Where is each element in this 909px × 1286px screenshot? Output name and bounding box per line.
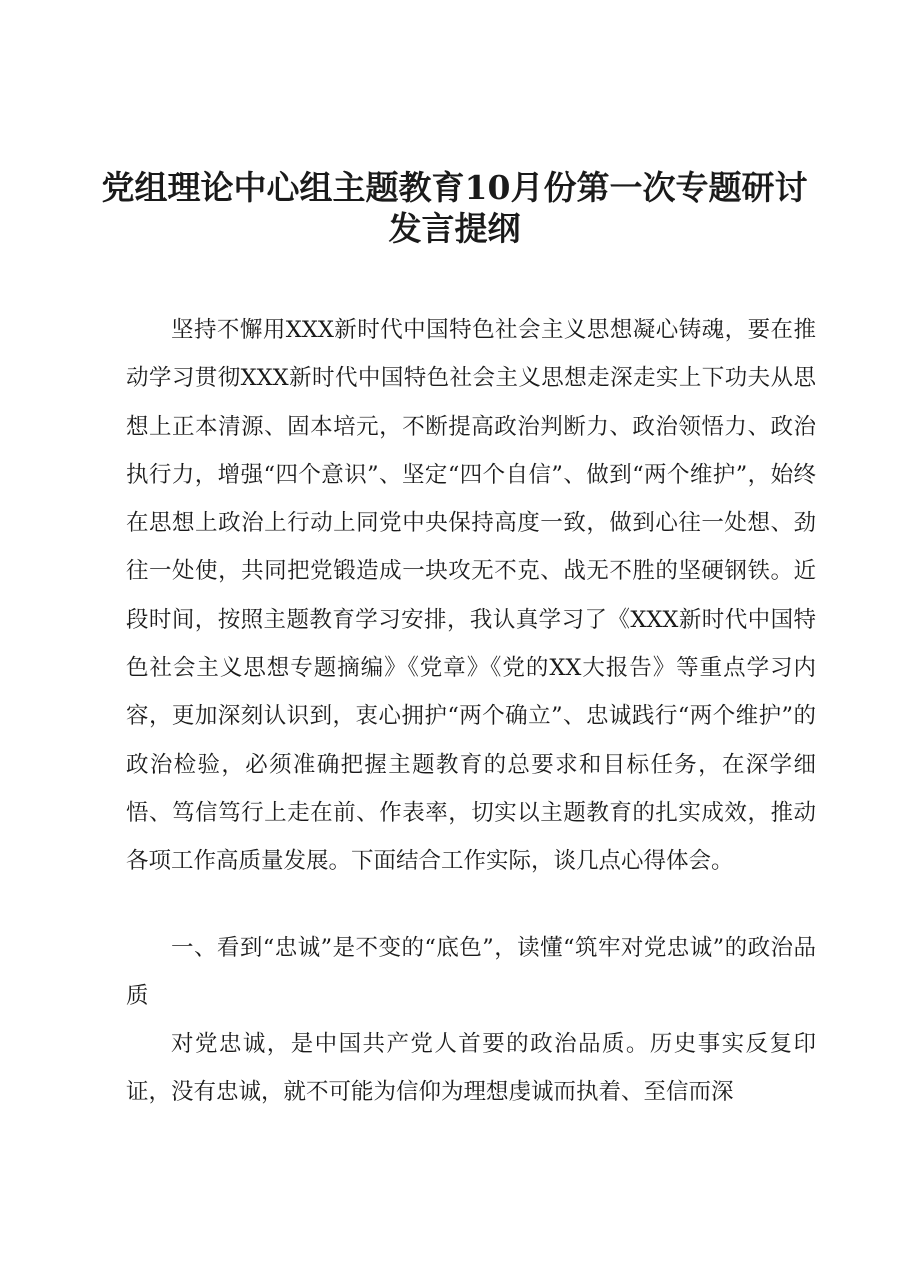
paragraph-loyalty: 对党忠诚，是中国共产党人首要的政治品质。历史事实反复印证，没有忠诚，就不可能为信仰为理想虔诚而执着、至信而深: [126, 1031, 816, 1106]
document-title-line-2: 发言提纲: [388, 209, 521, 248]
section-heading-1: 一、看到“忠诚”是不变的“底色”，读懂“筑牢对党忠诚”的政治品质: [126, 935, 816, 1010]
document-title-line-1: 党组理论中心组主题教育10月份第一次专题研讨: [101, 168, 808, 207]
paragraph-intro: 坚持不懈用XXX新时代中国特色社会主义思想凝心铸魂，要在推动学习贯彻XXX新时代中国特色社会主义思想走深走实上下功夫从思想上正本清源、固本培元，不断提高政治判断力、政治领悟力、政治执行力，增强“四个意识”、坚定“四个自信”、做到“两个维护”，始终在思想上政治上行动上同党中央保持高度一致，做到心往一处想、劲往一处使，共同把党锻造成一块攻无不克、战无不胜的坚硬钢铁。近段时间，按照主题教育学习安排，我认真学习了《XXX新时代中国特色社会主义思想专题摘编》《党章》《党的XX大报告》等重点学习内容，更加深刻认识到，衷心拥护“两个确立”、忠诚践行“两个维护”的政治检验，必须准确把握主题教育的总要求和目标任务，在深学细悟、笃信笃行上走在前、作表率，切实以主题教育的扎实成效，推动各项工作高质量发展。下面结合工作实际，谈几点心得体会。: [126, 317, 816, 875]
